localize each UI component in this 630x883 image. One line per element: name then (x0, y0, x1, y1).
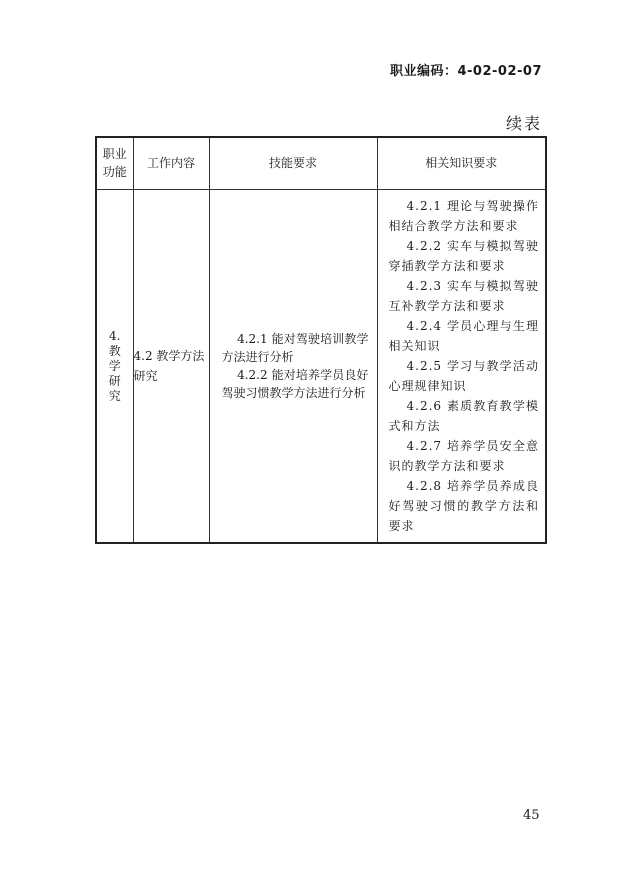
function-number: 4. (109, 328, 121, 343)
page-number: 45 (523, 808, 540, 823)
knowledge-item: 4.2.6 素质教育教学模式和方法 (388, 398, 539, 433)
occupation-code: 职业编码：4-02-02-07 (389, 64, 542, 79)
knowledge-item: 4.2.2 实车与模拟驾驶穿插教学方法和要求 (388, 238, 539, 273)
knowledge-item: 4.2.7 培养学员安全意识的教学方法和要求 (388, 438, 539, 473)
table-header-row (96, 137, 546, 189)
knowledge-item: 4.2.1 理论与驾驶操作相结合教学方法和要求 (388, 198, 539, 233)
header-skills: 技能要求 (209, 137, 377, 189)
work-content-cell: 4.2 教学方法研究 (133, 189, 209, 543)
function-cell (96, 189, 133, 543)
knowledge-item: 4.2.5 学习与教学活动心理规律知识 (388, 358, 539, 393)
skill-item: 4.2.1 能对驾驶培训教学方法进行分析 (221, 331, 369, 364)
header-function: 职业功能 (96, 137, 133, 189)
skill-item: 4.2.2 能对培养学员良好驾驶习惯教学方法进行分析 (221, 367, 369, 400)
skills-cell (209, 189, 377, 543)
header-work-content: 工作内容 (133, 137, 209, 189)
skills-table (95, 136, 547, 544)
knowledge-item: 4.2.8 培养学员养成良好驾驶习惯的教学方法和要求 (388, 478, 539, 533)
continued-label: 续表 (505, 114, 542, 133)
header-knowledge: 相关知识要求 (377, 137, 546, 189)
function-name: 教学研究 (108, 343, 121, 403)
knowledge-item: 4.2.3 实车与模拟驾驶互补教学方法和要求 (388, 278, 539, 313)
table-row (96, 189, 546, 543)
knowledge-item: 4.2.4 学员心理与生理相关知识 (388, 318, 539, 353)
knowledge-cell (377, 189, 546, 543)
